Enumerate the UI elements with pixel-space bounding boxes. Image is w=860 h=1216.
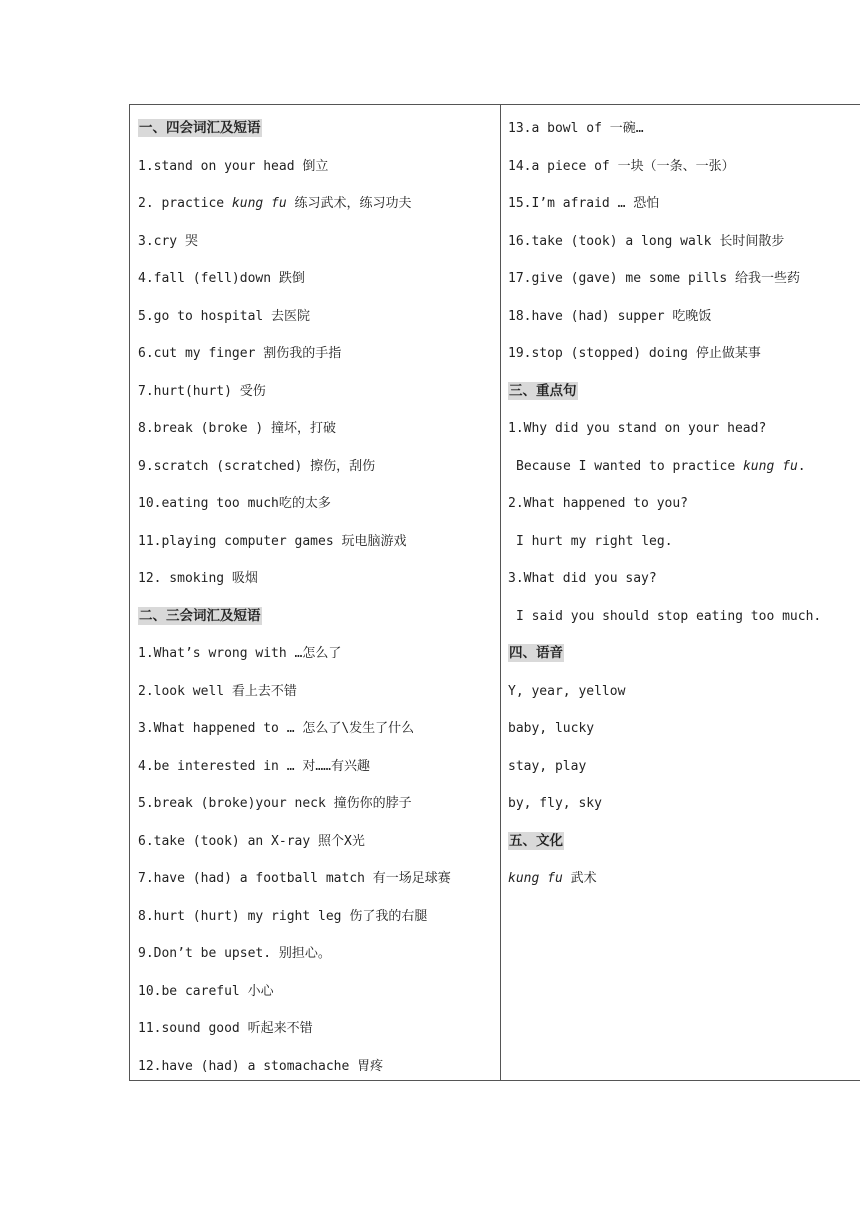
list-item: 12. smoking 吸烟 — [138, 571, 258, 586]
phonics-item: stay, play — [508, 758, 587, 774]
phonics-item: baby, lucky — [508, 721, 595, 736]
section-heading-4: 四、语音 — [509, 645, 563, 661]
list-item: 14.a piece of 一块（一条、一张） — [508, 158, 735, 174]
list-item: 10.eating too much吃的太多 — [138, 496, 331, 511]
list-item: 11.sound good 听起来不错 — [138, 1021, 313, 1036]
list-item: 4.be interested in … 对……有兴趣 — [138, 758, 371, 774]
list-item: 6.take (took) an X-ray 照个X光 — [138, 833, 365, 849]
list-item: 1.What’s wrong with …怎么了 — [138, 646, 342, 661]
section-heading-2: 二、三会词汇及短语 — [139, 607, 261, 624]
list-item: 4.fall (fell)down 跌倒 — [138, 271, 305, 286]
list-item: 2. practice kung fu 练习武术，练习功夫 — [138, 196, 412, 211]
list-item: 2.look well 看上去不错 — [138, 683, 297, 699]
list-item: 10.be careful 小心 — [138, 983, 274, 999]
list-item: 6.cut my finger 割伤我的手指 — [138, 346, 342, 361]
list-item: 7.hurt(hurt) 受伤 — [138, 383, 266, 399]
list-item: 9.Don’t be upset. 别担心。 — [138, 946, 331, 961]
list-item: 15.I’m afraid … 恐怕 — [508, 196, 660, 211]
list-item: 5.break (broke)your neck 撞伤你的脖子 — [138, 796, 412, 811]
list-item: 16.take (took) a long walk 长时间散步 — [508, 233, 785, 249]
list-item: 11.playing computer games 玩电脑游戏 — [138, 533, 407, 549]
list-item: 3.What happened to … 怎么了\发生了什么 — [138, 721, 415, 736]
list-item: 1.stand on your head 倒立 — [138, 158, 329, 174]
list-item: 8.hurt (hurt) my right leg 伤了我的右腿 — [138, 908, 428, 924]
phonics-item: by, fly, sky — [508, 796, 602, 811]
culture-item: kung fu 武术 — [508, 871, 597, 886]
list-item: 18.have (had) supper 吃晚饭 — [508, 308, 712, 324]
list-item: 12.have (had) a stomachache 胃疼 — [138, 1058, 384, 1074]
sentence-question: 3.What did you say? — [508, 571, 657, 586]
list-item: 9.scratch (scratched) 擦伤，刮伤 — [138, 458, 376, 474]
sentence-answer: Because I wanted to practice kung fu. — [516, 458, 806, 474]
phonics-item: Y, year, yellow — [508, 683, 626, 699]
list-item: 17.give (gave) me some pills 给我一些药 — [508, 271, 800, 286]
section-heading-3: 三、重点句 — [509, 382, 577, 399]
list-item: 3.cry 哭 — [138, 233, 198, 249]
list-item: 13.a bowl of 一碗… — [508, 121, 644, 136]
list-item: 19.stop (stopped) doing 停止做某事 — [508, 346, 761, 361]
sentence-answer: I hurt my right leg. — [516, 533, 673, 549]
section-heading-5: 五、文化 — [509, 832, 563, 849]
section-heading-1: 一、四会词汇及短语 — [139, 120, 261, 136]
right-column — [508, 110, 858, 898]
left-column — [138, 110, 493, 1085]
sentence-question: 1.Why did you stand on your head? — [508, 421, 767, 436]
sentence-question: 2.What happened to you? — [508, 496, 689, 511]
sentence-answer: I said you should stop eating too much. — [516, 608, 822, 624]
list-item: 8.break (broke ) 撞坏，打破 — [138, 421, 337, 436]
column-divider — [500, 104, 501, 1081]
list-item: 5.go to hospital 去医院 — [138, 308, 311, 324]
list-item: 7.have (had) a football match 有一场足球赛 — [138, 871, 451, 886]
